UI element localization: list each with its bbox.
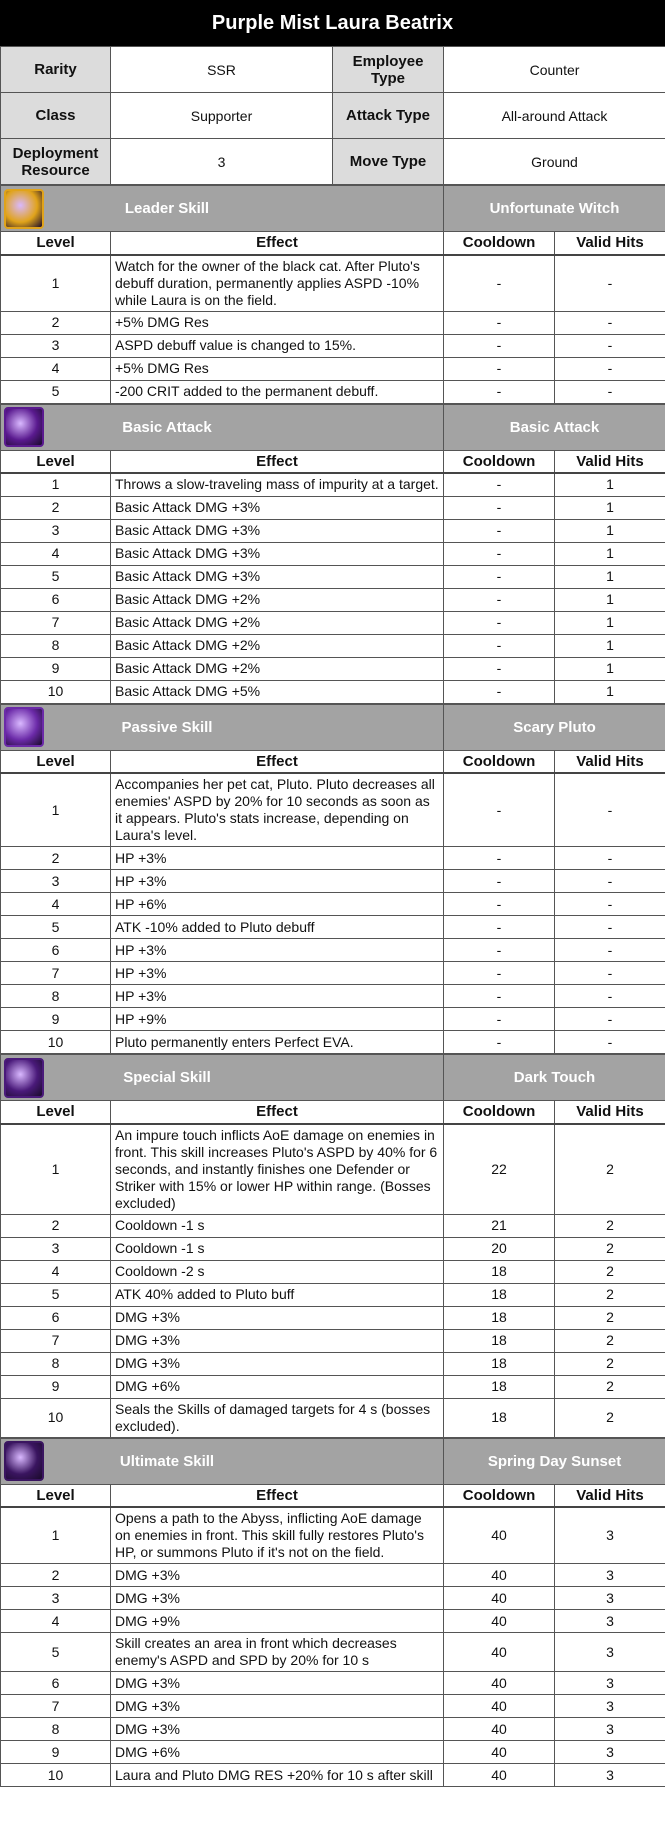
cooldown-cell: - [444, 542, 555, 565]
cooldown-cell: 40 [444, 1695, 555, 1718]
table-row [1, 1375, 665, 1398]
effect-cell: DMG +3% [111, 1695, 444, 1718]
column-header-effect: Effect [111, 750, 444, 773]
level-cell: 9 [1, 657, 111, 680]
cooldown-cell: - [444, 916, 555, 939]
table-row [1, 1214, 665, 1237]
level-cell: 6 [1, 1306, 111, 1329]
skill-name: Basic Attack [444, 404, 665, 450]
skill-table [0, 185, 665, 404]
attack-type-value: All-around Attack [444, 93, 665, 139]
valid-hits-cell: - [555, 357, 665, 380]
column-header-cooldown: Cooldown [444, 1101, 555, 1124]
table-row [1, 1695, 665, 1718]
skill-table [0, 404, 665, 704]
level-cell: 2 [1, 1214, 111, 1237]
valid-hits-cell: - [555, 962, 665, 985]
effect-cell: DMG +3% [111, 1718, 444, 1741]
valid-hits-cell: 2 [555, 1260, 665, 1283]
skill-name: Unfortunate Witch [444, 186, 665, 232]
class-label: Class [1, 93, 111, 139]
table-row [1, 1507, 665, 1564]
effect-cell: An impure touch inflicts AoE damage on enemies in front. This skill increases Pluto's ASPD by 40% for 6 seconds, and instantly finishes one Defender or Striker with 15% or lower HP within range. (Bosses excluded) [111, 1124, 444, 1215]
cooldown-cell: - [444, 939, 555, 962]
special-skill-icon [4, 1058, 44, 1098]
skill-header [1, 1055, 665, 1101]
level-cell: 2 [1, 311, 111, 334]
cooldown-cell: - [444, 1031, 555, 1054]
valid-hits-cell: 2 [555, 1375, 665, 1398]
valid-hits-cell: 2 [555, 1329, 665, 1352]
column-header-effect: Effect [111, 1484, 444, 1507]
table-row [1, 1718, 665, 1741]
cooldown-cell: - [444, 519, 555, 542]
valid-hits-cell: - [555, 870, 665, 893]
table-row [1, 985, 665, 1008]
valid-hits-cell: 2 [555, 1398, 665, 1437]
effect-cell: DMG +3% [111, 1587, 444, 1610]
effect-cell: ATK 40% added to Pluto buff [111, 1283, 444, 1306]
column-header-valid-hits: Valid Hits [555, 1101, 665, 1124]
cooldown-cell: - [444, 473, 555, 496]
class-value: Supporter [111, 93, 333, 139]
column-header-valid-hits: Valid Hits [555, 750, 665, 773]
valid-hits-cell: 3 [555, 1587, 665, 1610]
employee-type-label: Employee Type [333, 47, 444, 93]
table-row [1, 939, 665, 962]
effect-cell: Basic Attack DMG +3% [111, 519, 444, 542]
effect-cell: DMG +3% [111, 1352, 444, 1375]
table-row [1, 1124, 665, 1215]
effect-cell: DMG +3% [111, 1564, 444, 1587]
valid-hits-cell: 3 [555, 1764, 665, 1787]
level-cell: 5 [1, 565, 111, 588]
valid-hits-cell: 1 [555, 542, 665, 565]
level-cell: 1 [1, 473, 111, 496]
effect-cell: HP +3% [111, 870, 444, 893]
table-row [1, 1672, 665, 1695]
level-cell: 2 [1, 847, 111, 870]
skill-header [1, 404, 665, 450]
column-header-level: Level [1, 450, 111, 473]
effect-cell: HP +3% [111, 962, 444, 985]
cooldown-cell: 21 [444, 1214, 555, 1237]
column-header-valid-hits: Valid Hits [555, 1484, 665, 1507]
skill-header [1, 186, 665, 232]
level-cell: 5 [1, 916, 111, 939]
level-cell: 7 [1, 1329, 111, 1352]
level-cell: 2 [1, 1564, 111, 1587]
cooldown-cell: 18 [444, 1352, 555, 1375]
table-row [1, 1764, 665, 1787]
table-row [1, 1610, 665, 1633]
cooldown-cell: 40 [444, 1718, 555, 1741]
table-row [1, 893, 665, 916]
effect-cell: DMG +6% [111, 1375, 444, 1398]
level-cell: 7 [1, 611, 111, 634]
valid-hits-cell: 1 [555, 519, 665, 542]
effect-cell: +5% DMG Res [111, 311, 444, 334]
leader-skill-icon [4, 189, 44, 229]
cooldown-cell: - [444, 311, 555, 334]
level-cell: 1 [1, 1124, 111, 1215]
effect-cell: Pluto permanently enters Perfect EVA. [111, 1031, 444, 1054]
table-row [1, 634, 665, 657]
cooldown-cell: - [444, 357, 555, 380]
column-header-level: Level [1, 1101, 111, 1124]
table-row [1, 1633, 665, 1672]
level-cell: 3 [1, 519, 111, 542]
table-row [1, 870, 665, 893]
valid-hits-cell: - [555, 939, 665, 962]
column-header-valid-hits: Valid Hits [555, 232, 665, 255]
table-row [1, 565, 665, 588]
valid-hits-cell: 3 [555, 1695, 665, 1718]
level-cell: 6 [1, 939, 111, 962]
valid-hits-cell: 1 [555, 634, 665, 657]
effect-cell: Basic Attack DMG +5% [111, 680, 444, 703]
table-row [1, 519, 665, 542]
table-row [1, 1564, 665, 1587]
valid-hits-cell: - [555, 334, 665, 357]
level-cell: 1 [1, 773, 111, 847]
valid-hits-cell: - [555, 1008, 665, 1031]
move-type-label: Move Type [333, 139, 444, 185]
table-row [1, 962, 665, 985]
effect-cell: DMG +3% [111, 1672, 444, 1695]
cooldown-cell: 18 [444, 1283, 555, 1306]
valid-hits-cell: 3 [555, 1564, 665, 1587]
level-cell: 6 [1, 1672, 111, 1695]
cooldown-cell: - [444, 496, 555, 519]
level-cell: 10 [1, 680, 111, 703]
cooldown-cell: - [444, 773, 555, 847]
column-header-cooldown: Cooldown [444, 1484, 555, 1507]
effect-cell: HP +3% [111, 939, 444, 962]
level-cell: 4 [1, 1610, 111, 1633]
table-row [1, 334, 665, 357]
table-row [1, 1237, 665, 1260]
effect-cell: Basic Attack DMG +3% [111, 565, 444, 588]
table-row [1, 1398, 665, 1437]
valid-hits-cell: - [555, 916, 665, 939]
valid-hits-cell: 2 [555, 1124, 665, 1215]
column-header-cooldown: Cooldown [444, 232, 555, 255]
effect-cell: Opens a path to the Abyss, inflicting AoE damage on enemies in front. This skill fully restores Pluto's HP, or summons Pluto if it's not on the field. [111, 1507, 444, 1564]
effect-cell: Basic Attack DMG +3% [111, 496, 444, 519]
skill-header [1, 704, 665, 750]
valid-hits-cell: 3 [555, 1672, 665, 1695]
effect-cell: DMG +3% [111, 1306, 444, 1329]
table-row [1, 1587, 665, 1610]
level-cell: 10 [1, 1031, 111, 1054]
table-row [1, 1008, 665, 1031]
cooldown-cell: - [444, 962, 555, 985]
level-cell: 3 [1, 1237, 111, 1260]
cooldown-cell: 40 [444, 1741, 555, 1764]
column-header-level: Level [1, 750, 111, 773]
ultimate-skill-icon [4, 1441, 44, 1481]
skill-table [0, 1438, 665, 1788]
skill-type: Leader Skill [124, 200, 210, 217]
rarity-label: Rarity [1, 47, 111, 93]
column-header-effect: Effect [111, 450, 444, 473]
skill-type: Special Skill [123, 1069, 211, 1086]
cooldown-cell: - [444, 680, 555, 703]
valid-hits-cell: 1 [555, 565, 665, 588]
cooldown-cell: 40 [444, 1764, 555, 1787]
effect-cell: Cooldown -1 s [111, 1214, 444, 1237]
level-cell: 7 [1, 962, 111, 985]
cooldown-cell: - [444, 1008, 555, 1031]
column-header-effect: Effect [111, 1101, 444, 1124]
valid-hits-cell: 2 [555, 1352, 665, 1375]
attack-type-label: Attack Type [333, 93, 444, 139]
skill-type: Passive Skill [121, 718, 213, 736]
effect-cell: ASPD debuff value is changed to 15%. [111, 334, 444, 357]
level-cell: 4 [1, 893, 111, 916]
cooldown-cell: - [444, 847, 555, 870]
valid-hits-cell: 2 [555, 1283, 665, 1306]
cooldown-cell: - [444, 588, 555, 611]
valid-hits-cell: - [555, 847, 665, 870]
valid-hits-cell: 1 [555, 588, 665, 611]
effect-cell: Watch for the owner of the black cat. After Pluto's debuff duration, permanently applies ASPD -10% while Laura is on the field. [111, 255, 444, 312]
valid-hits-cell: 3 [555, 1633, 665, 1672]
valid-hits-cell: - [555, 380, 665, 403]
table-row [1, 1741, 665, 1764]
level-cell: 5 [1, 1283, 111, 1306]
cooldown-cell: 40 [444, 1564, 555, 1587]
effect-cell: HP +6% [111, 893, 444, 916]
table-row [1, 657, 665, 680]
valid-hits-cell: - [555, 1031, 665, 1054]
level-cell: 4 [1, 542, 111, 565]
level-cell: 6 [1, 588, 111, 611]
level-cell: 3 [1, 870, 111, 893]
cooldown-cell: 40 [444, 1610, 555, 1633]
column-header-cooldown: Cooldown [444, 750, 555, 773]
cooldown-cell: 20 [444, 1237, 555, 1260]
table-row [1, 588, 665, 611]
effect-cell: -200 CRIT added to the permanent debuff. [111, 380, 444, 403]
table-row [1, 357, 665, 380]
level-cell: 3 [1, 1587, 111, 1610]
valid-hits-cell: 3 [555, 1718, 665, 1741]
table-row [1, 611, 665, 634]
level-cell: 5 [1, 1633, 111, 1672]
table-row [1, 542, 665, 565]
level-cell: 4 [1, 1260, 111, 1283]
skill-type: Basic Attack [122, 418, 212, 436]
level-cell: 9 [1, 1375, 111, 1398]
table-row [1, 1352, 665, 1375]
effect-cell: Seals the Skills of damaged targets for 4 s (bosses excluded). [111, 1398, 444, 1437]
table-row [1, 847, 665, 870]
skill-name: Spring Day Sunset [444, 1438, 665, 1484]
valid-hits-cell: 1 [555, 496, 665, 519]
info-table [0, 46, 665, 185]
skills-container [0, 185, 665, 1787]
level-cell: 8 [1, 1352, 111, 1375]
effect-cell: DMG +9% [111, 1610, 444, 1633]
cooldown-cell: - [444, 985, 555, 1008]
effect-cell: Basic Attack DMG +3% [111, 542, 444, 565]
valid-hits-cell: - [555, 255, 665, 312]
valid-hits-cell: - [555, 985, 665, 1008]
cooldown-cell: - [444, 893, 555, 916]
cooldown-cell: 40 [444, 1633, 555, 1672]
valid-hits-cell: 1 [555, 680, 665, 703]
cooldown-cell: - [444, 657, 555, 680]
valid-hits-cell: 1 [555, 473, 665, 496]
table-row [1, 496, 665, 519]
valid-hits-cell: 2 [555, 1214, 665, 1237]
cooldown-cell: 18 [444, 1398, 555, 1437]
effect-cell: HP +3% [111, 847, 444, 870]
skill-table [0, 704, 665, 1055]
table-row [1, 255, 665, 312]
valid-hits-cell: - [555, 893, 665, 916]
cooldown-cell: 18 [444, 1375, 555, 1398]
column-header-level: Level [1, 232, 111, 255]
passive-skill-icon [4, 707, 44, 747]
cooldown-cell: - [444, 611, 555, 634]
cooldown-cell: 22 [444, 1124, 555, 1215]
valid-hits-cell: - [555, 773, 665, 847]
valid-hits-cell: 3 [555, 1741, 665, 1764]
valid-hits-cell: 2 [555, 1306, 665, 1329]
cooldown-cell: 18 [444, 1329, 555, 1352]
table-row [1, 380, 665, 403]
skill-table [0, 1054, 665, 1438]
effect-cell: +5% DMG Res [111, 357, 444, 380]
effect-cell: Basic Attack DMG +2% [111, 657, 444, 680]
valid-hits-cell: 1 [555, 657, 665, 680]
level-cell: 9 [1, 1008, 111, 1031]
valid-hits-cell: 3 [555, 1507, 665, 1564]
level-cell: 3 [1, 334, 111, 357]
cooldown-cell: 40 [444, 1587, 555, 1610]
cooldown-cell: 18 [444, 1306, 555, 1329]
skill-header [1, 1438, 665, 1484]
column-header-valid-hits: Valid Hits [555, 450, 665, 473]
level-cell: 10 [1, 1398, 111, 1437]
cooldown-cell: 40 [444, 1507, 555, 1564]
level-cell: 10 [1, 1764, 111, 1787]
cooldown-cell: 40 [444, 1672, 555, 1695]
table-row [1, 1329, 665, 1352]
effect-cell: Basic Attack DMG +2% [111, 611, 444, 634]
table-row [1, 1260, 665, 1283]
effect-cell: DMG +3% [111, 1329, 444, 1352]
effect-cell: Accompanies her pet cat, Pluto. Pluto decreases all enemies' ASPD by 20% for 10 seconds as soon as it appears. Pluto's stats increase, depending on Laura's level. [111, 773, 444, 847]
level-cell: 9 [1, 1741, 111, 1764]
effect-cell: Cooldown -2 s [111, 1260, 444, 1283]
table-row [1, 473, 665, 496]
effect-cell: HP +9% [111, 1008, 444, 1031]
effect-cell: Throws a slow-traveling mass of impurity at a target. [111, 473, 444, 496]
valid-hits-cell: - [555, 311, 665, 334]
table-row [1, 311, 665, 334]
valid-hits-cell: 1 [555, 611, 665, 634]
effect-cell: DMG +6% [111, 1741, 444, 1764]
effect-cell: HP +3% [111, 985, 444, 1008]
valid-hits-cell: 3 [555, 1610, 665, 1633]
cooldown-cell: - [444, 634, 555, 657]
skill-name: Dark Touch [444, 1055, 665, 1101]
deployment-resource-label: Deployment Resource [1, 139, 111, 185]
table-row [1, 1283, 665, 1306]
effect-cell: Laura and Pluto DMG RES +20% for 10 s after skill [111, 1764, 444, 1787]
level-cell: 2 [1, 496, 111, 519]
level-cell: 8 [1, 1718, 111, 1741]
table-row [1, 680, 665, 703]
column-header-effect: Effect [111, 232, 444, 255]
table-row [1, 773, 665, 847]
effect-cell: Cooldown -1 s [111, 1237, 444, 1260]
cooldown-cell: - [444, 380, 555, 403]
deployment-resource-value: 3 [111, 139, 333, 185]
page-title: Purple Mist Laura Beatrix [0, 0, 665, 46]
valid-hits-cell: 2 [555, 1237, 665, 1260]
effect-cell: Basic Attack DMG +2% [111, 634, 444, 657]
level-cell: 1 [1, 1507, 111, 1564]
skill-type: Ultimate Skill [119, 1452, 215, 1470]
level-cell: 8 [1, 634, 111, 657]
cooldown-cell: - [444, 565, 555, 588]
effect-cell: ATK -10% added to Pluto debuff [111, 916, 444, 939]
basic-attack-icon [4, 407, 44, 447]
effect-cell: Basic Attack DMG +2% [111, 588, 444, 611]
level-cell: 4 [1, 357, 111, 380]
skill-name: Scary Pluto [444, 704, 665, 750]
employee-type-value: Counter [444, 47, 665, 93]
column-header-level: Level [1, 1484, 111, 1507]
move-type-value: Ground [444, 139, 665, 185]
rarity-value: SSR [111, 47, 333, 93]
cooldown-cell: 18 [444, 1260, 555, 1283]
level-cell: 7 [1, 1695, 111, 1718]
effect-cell: Skill creates an area in front which decreases enemy's ASPD and SPD by 20% for 10 s [111, 1633, 444, 1672]
column-header-cooldown: Cooldown [444, 450, 555, 473]
level-cell: 8 [1, 985, 111, 1008]
level-cell: 5 [1, 380, 111, 403]
table-row [1, 1306, 665, 1329]
table-row [1, 1031, 665, 1054]
level-cell: 1 [1, 255, 111, 312]
table-row [1, 916, 665, 939]
cooldown-cell: - [444, 255, 555, 312]
cooldown-cell: - [444, 334, 555, 357]
cooldown-cell: - [444, 870, 555, 893]
